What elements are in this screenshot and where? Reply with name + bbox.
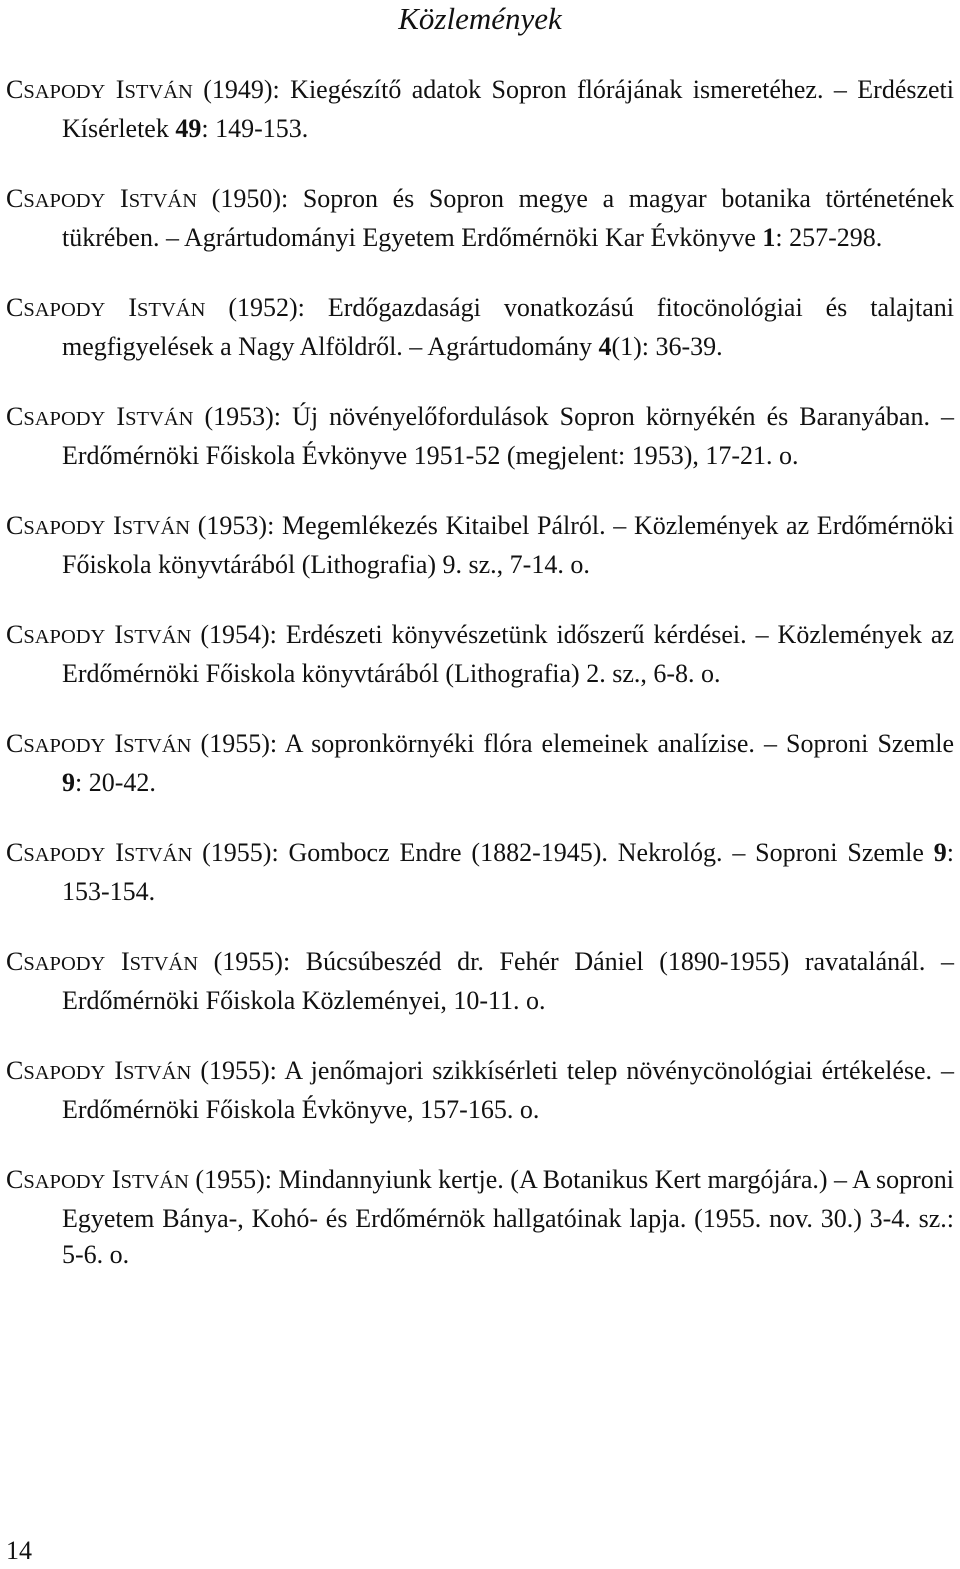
reference-pages: (1): 36-39. <box>611 331 723 361</box>
reference-pages: : 153-154. <box>62 838 955 906</box>
reference-item <box>6 944 954 1019</box>
reference-author: CSAPODY ISTVÁN <box>6 1165 189 1194</box>
reference-text: (1949): Kiegészítő adatok Sopron flórájának ismeretéhez. – Erdészeti Kísérletek <box>62 75 955 143</box>
reference-text: (1955): Gombocz Endre (1882-1945). Nekrológ. – Soproni Szemle <box>192 838 934 867</box>
reference-author: CSAPODY ISTVÁN <box>6 1056 192 1085</box>
reference-pages: : 149-153. <box>201 113 309 143</box>
reference-list <box>6 72 954 1308</box>
reference-text: (1950): Sopron és Sopron megye a magyar botanika történetének tükrében. – Agrártudományi Egyetem Erdőmérnöki Kar Évkönyve <box>62 184 954 252</box>
reference-text: (1955): A jenőmajori szikkísérleti telep növénycönológiai értékelése. – Erdőmérnöki Főiskola Évkönyve, 157-165. o. <box>62 1056 954 1124</box>
reference-pages: : 20-42. <box>75 767 156 797</box>
reference-author: CSAPODY ISTVÁN <box>6 402 194 431</box>
reference-author: CSAPODY ISTVÁN <box>6 729 192 758</box>
reference-item <box>6 835 954 910</box>
reference-text: (1955): Mindannyiunk kertje. (A Botanikus Kert margójára.) – A soproni Egyetem Bánya-, Kohó- és Erdőmérnök hallgatóinak lapja. (1955. nov. 30.) 3-4. sz.: 5-6. o. <box>62 1165 954 1269</box>
reference-volume: 4 <box>598 331 612 361</box>
page-number: 14 <box>6 1536 32 1565</box>
reference-author: CSAPODY ISTVÁN <box>6 947 199 976</box>
reference-text: (1954): Erdészeti könyvészetünk időszerű kérdései. – Közlemények az Erdőmérnöki Főiskola könyvtárából (Lithografia) 2. sz., 6-8. o. <box>62 620 954 688</box>
reference-item <box>6 726 954 801</box>
reference-item <box>6 72 954 147</box>
reference-text: (1953): Új növényelőfordulások Sopron környékén és Baranyában. – Erdőmérnöki Főiskola Évkönyve 1951-52 (megjelent: 1953), 17-21. o. <box>62 402 955 470</box>
page-title: Közlemények <box>398 1 562 36</box>
reference-text: (1953): Megemlékezés Kitaibel Pálról. – Közlemények az Erdőmérnöki Főiskola könyvtárából (Lithografia) 9. sz., 7-14. o. <box>62 511 954 579</box>
reference-author: CSAPODY ISTVÁN <box>6 838 193 867</box>
reference-volume: 49 <box>175 113 202 143</box>
reference-volume: 1 <box>762 222 776 252</box>
reference-text: (1952): Erdőgazdasági vonatkozású fitocönológiai és talajtani megfigyelések a Nagy Alföldről. – Agrártudomány <box>62 293 955 361</box>
reference-text: (1955): Búcsúbeszéd dr. Fehér Dániel (1890-1955) ravatalánál. – Erdőmérnöki Főiskola Közleményei, 10-11. o. <box>62 947 954 1015</box>
reference-text: (1955): A sopronkörnyéki flóra elemeinek analízise. – Soproni Szemle <box>191 729 955 758</box>
reference-author: CSAPODY ISTVÁN <box>6 75 193 104</box>
reference-author: CSAPODY ISTVÁN <box>6 293 206 322</box>
reference-pages: : 257-298. <box>775 222 883 252</box>
reference-volume: 9 <box>933 838 947 867</box>
reference-item <box>6 508 954 583</box>
reference-item <box>6 290 954 365</box>
reference-author: CSAPODY ISTVÁN <box>6 620 192 649</box>
reference-item <box>6 1053 954 1128</box>
reference-item <box>6 181 954 256</box>
reference-author: CSAPODY ISTVÁN <box>6 184 198 213</box>
reference-item <box>6 1162 954 1274</box>
reference-item <box>6 399 954 474</box>
reference-volume: 9 <box>62 767 75 797</box>
reference-item <box>6 617 954 692</box>
reference-author: CSAPODY ISTVÁN <box>6 511 191 540</box>
